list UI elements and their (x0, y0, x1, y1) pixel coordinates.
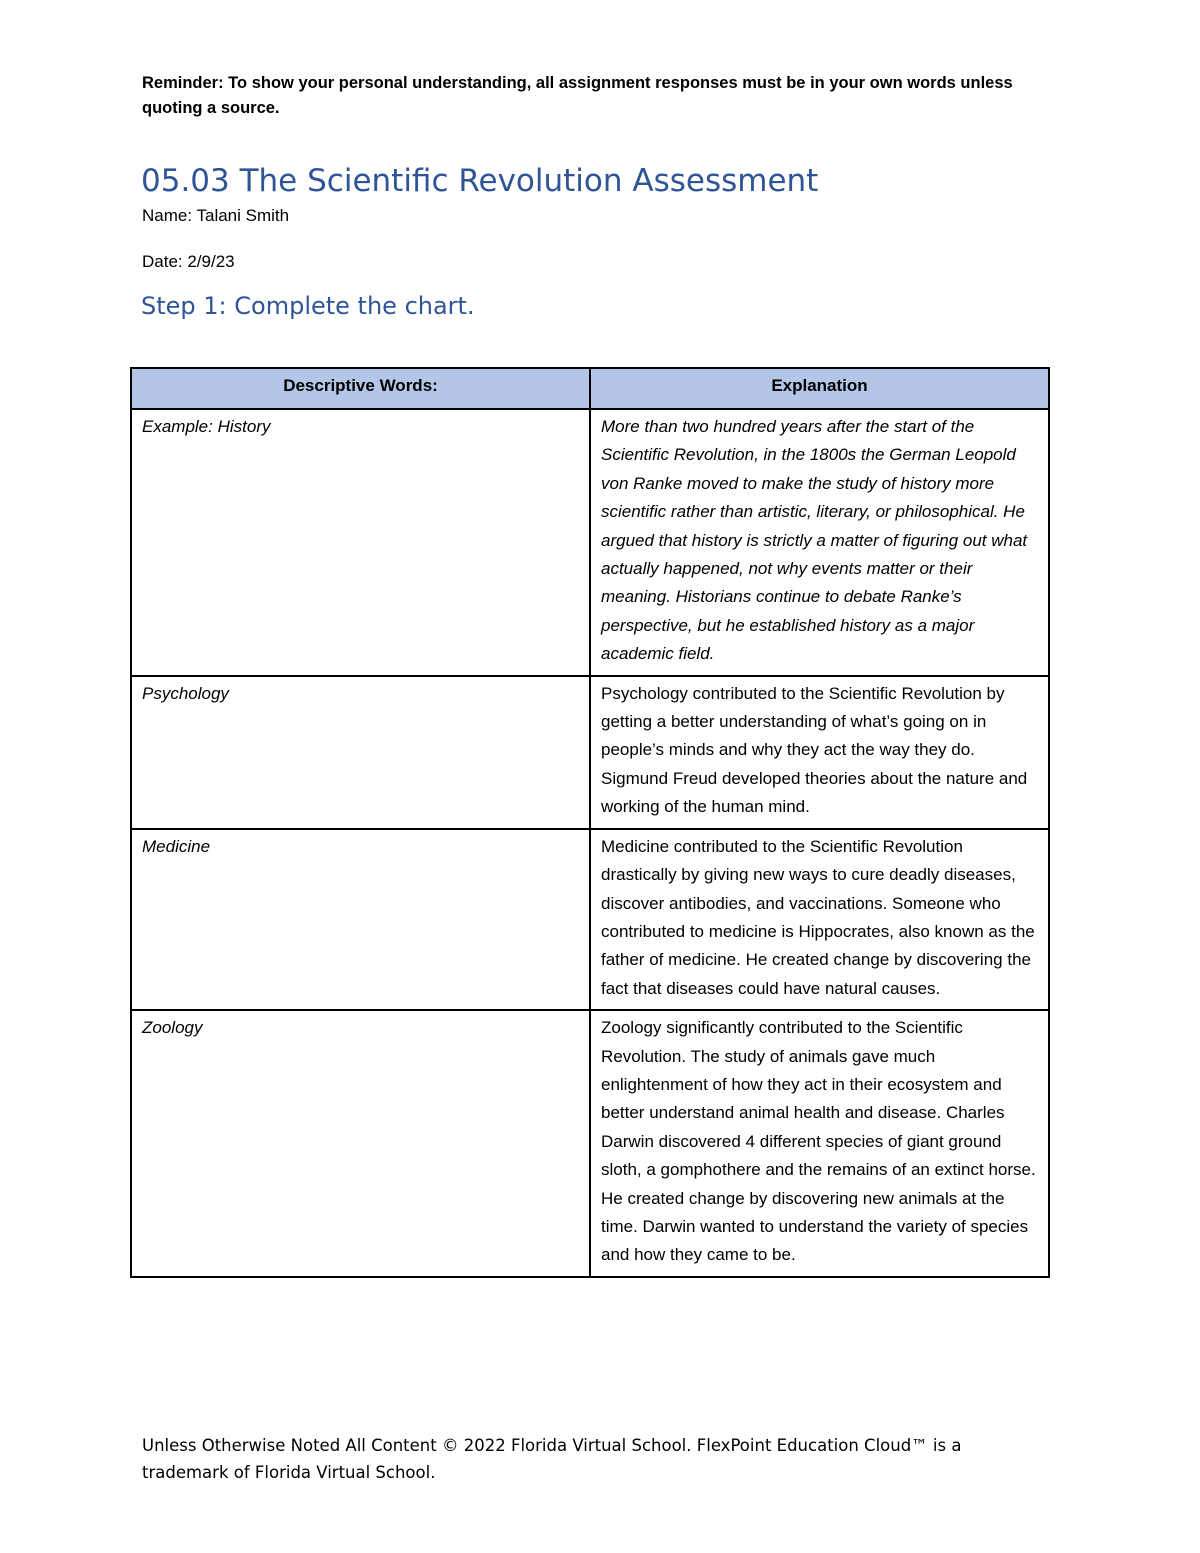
row-explanation: Zoology significantly contributed to the Scientific Revolution. The study of animals gave much enlightenment of how they act in their ecosystem and better understand animal health and disease. Charles Darwin discovered 4 different species of giant ground sloth, a gomphothere and the remains of an extinct horse. He created change by discovering new animals at the time. Darwin wanted to understand the variety of species and how they came to be. (590, 1010, 1049, 1277)
page-title: 05.03 The Scientific Revolution Assessment (141, 163, 819, 199)
footer-copyright: Unless Otherwise Noted All Content © 2022 Florida Virtual School. FlexPoint Education Cloud™ is a trademark of Florida Virtual School. (142, 1436, 962, 1482)
table-header-row (131, 368, 1049, 409)
name-line: Name: Talani Smith (142, 206, 290, 225)
table-row (131, 1010, 1049, 1277)
row-explanation: Medicine contributed to the Scientific Revolution drastically by giving new ways to cure deadly diseases, discover antibodies, and vaccinations. Someone who contributed to medicine is Hippocrates, also known as the father of medicine. He created change by discovering the fact that diseases could have natural causes. (590, 829, 1049, 1010)
reminder-text: Reminder: To show your personal understanding, all assignment responses must be in your own words unless quoting a source. (142, 74, 1013, 117)
header-descriptive-words: Descriptive Words: (131, 368, 590, 409)
row-word: Example: History (131, 409, 590, 676)
row-word: Medicine (131, 829, 590, 1010)
row-word: Zoology (131, 1010, 590, 1277)
row-word: Psychology (131, 676, 590, 829)
row-explanation: Psychology contributed to the Scientific Revolution by getting a better understanding of what’s going on in people’s minds and why they act the way they do. Sigmund Freud developed theories about the nature and working of the human mind. (590, 676, 1049, 829)
header-explanation: Explanation (590, 368, 1049, 409)
table-row (131, 829, 1049, 1010)
date-line: Date: 2/9/23 (142, 252, 235, 271)
row-explanation: More than two hundred years after the start of the Scientific Revolution, in the 1800s the German Leopold von Ranke moved to make the study of history more scientific rather than artistic, literary, or philosophical. He argued that history is strictly a matter of figuring out what actually happened, not why events matter or their meaning. Historians continue to debate Ranke’s perspective, but he established history as a major academic field. (590, 409, 1049, 676)
table-row (131, 676, 1049, 829)
step-1-heading: Step 1: Complete the chart. (141, 292, 475, 320)
descriptive-words-chart (130, 367, 1050, 1278)
table-row (131, 409, 1049, 676)
